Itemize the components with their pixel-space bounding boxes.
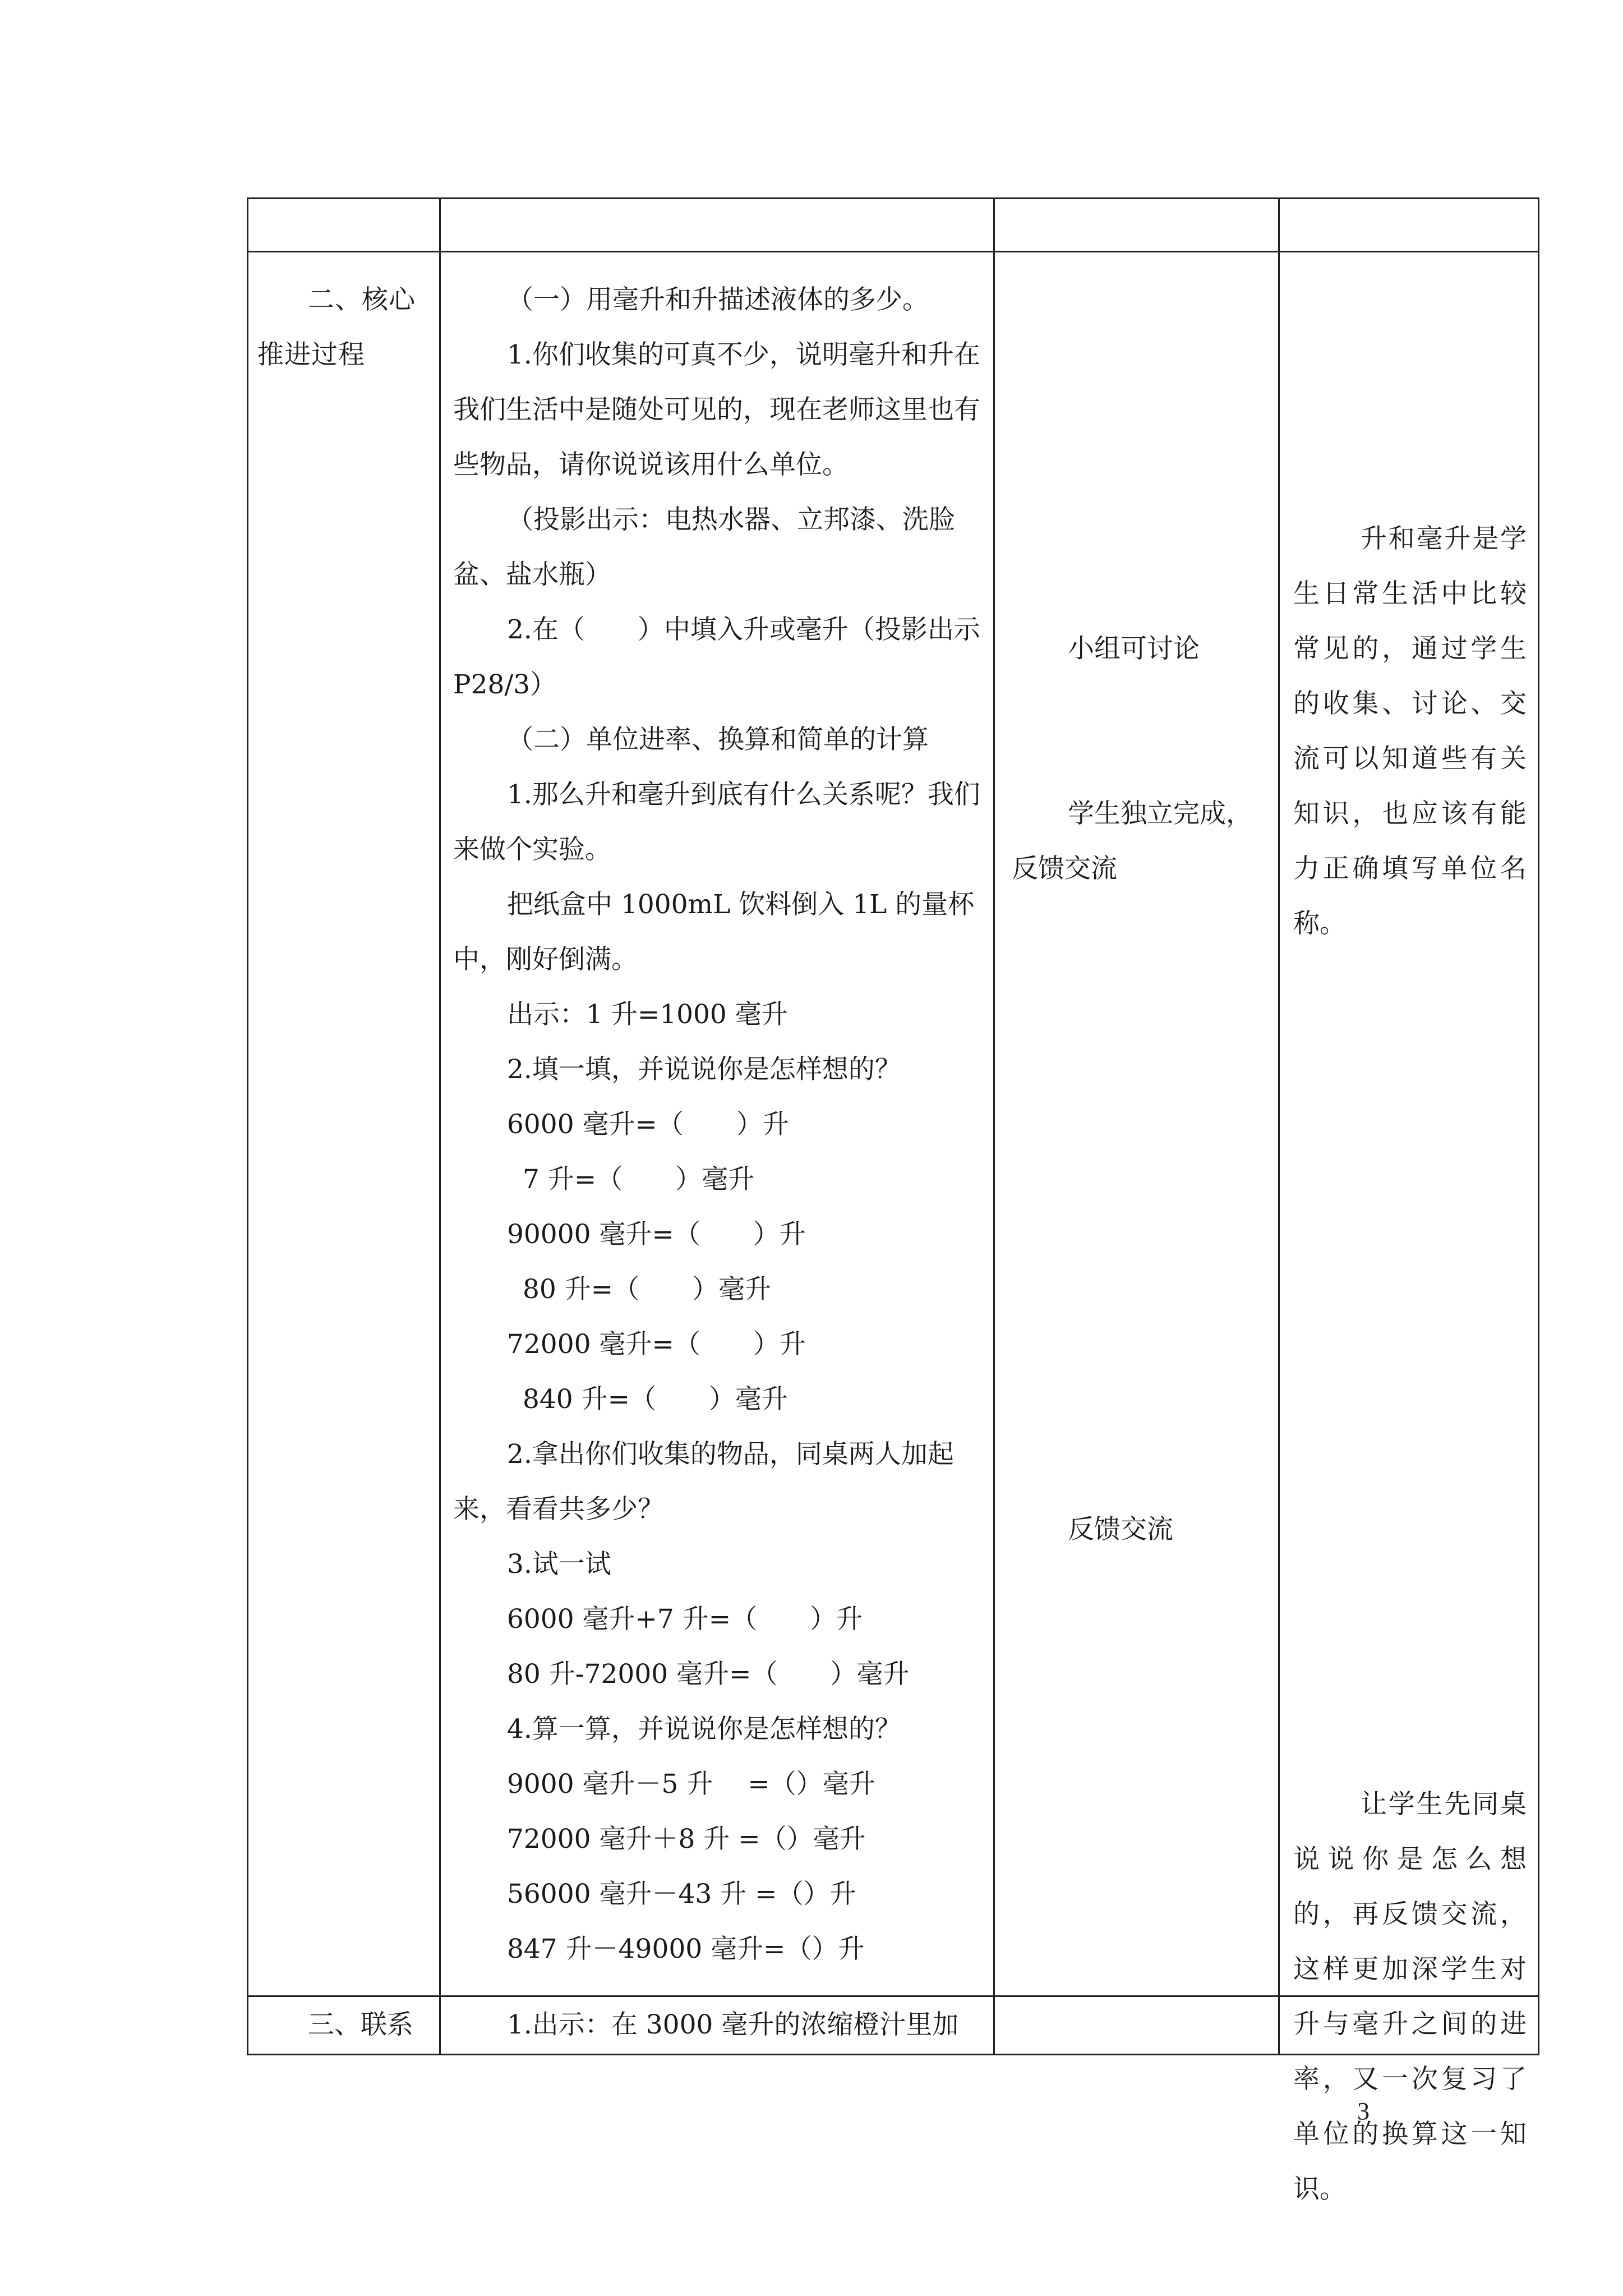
intent-second-rest: 桌说说你是怎么想的，再反馈交流，这样更加深学生对升与毫升之间的进率，又一次复习了单位的换算这一知识。 [1293, 1789, 1527, 2205]
student-activity-cell [994, 252, 1279, 1996]
lesson-plan-table [247, 197, 1539, 2205]
stage-label-line2: 推进过程 [257, 339, 365, 371]
teaching-process-text [453, 273, 985, 1977]
stage-label-next: 三、联系 [308, 2009, 413, 2041]
process-line: （一）用毫升和升描述液体的多少。 [507, 284, 929, 316]
exercise-line: 72000 毫升＋8 升 =（）毫升 [507, 1824, 866, 1855]
activity-cell-next [994, 1996, 1279, 2055]
process-line: 把纸盒中 1000mL 饮料倒入 1L 的量杯中，刚好倒满。 [453, 889, 975, 976]
process-line: 1.那么升和毫升到底有什么关系呢？我们来做个实验。 [453, 779, 980, 866]
exercise-line: 6000 毫升+7 升=（ ）升 [507, 1604, 863, 1635]
activity-feedback: 反馈交流 [1068, 1514, 1173, 1545]
process-cell-empty [440, 199, 994, 252]
activity-independent [1012, 786, 1275, 896]
intent-cell-empty [1279, 199, 1539, 252]
process-line: 2.填一填，并说说你是怎样想的？ [507, 1054, 901, 1085]
stage-cell [248, 252, 440, 1996]
stage-label-line1: 二、核心 [308, 284, 416, 316]
exercise-line: 7 升=（ ）毫升 [523, 1164, 755, 1195]
table-row-header-continuation [248, 199, 1539, 252]
page-number: 3 [1357, 2097, 1370, 2125]
process-next-line: 1.出示：在 3000 毫升的浓缩橙汁里加 [507, 2009, 959, 2041]
table-row-core-process [248, 252, 1539, 1996]
design-intent-first [1293, 512, 1527, 951]
process-line: 1.你们收集的可真不少，说明毫升和升在我们生活中是随处可见的，现在老师这里也有些物品，请你说说该用什么单位。 [453, 339, 980, 481]
design-intent-second [1293, 1777, 1527, 2217]
intent-second-lead: 让学生先同 [1361, 1789, 1500, 1820]
stage-label [257, 273, 426, 383]
intent-first-lead: 升和毫升是 [1361, 523, 1500, 555]
exercise-line: 847 升－49000 毫升=（）升 [507, 1934, 865, 1965]
process-line: 2.在（ ）中填入升或毫升（投影出示 P28/3） [453, 614, 980, 701]
exercise-line: 90000 毫升=（ ）升 [507, 1219, 806, 1250]
activity-cell-empty [994, 199, 1279, 252]
design-intent-cell [1279, 252, 1539, 2205]
process-line: 2.拿出你们收集的物品，同桌两人加起来，看看共多少？ [453, 1439, 954, 1525]
exercise-line: 840 升=（ ）毫升 [523, 1384, 789, 1415]
activity-independent-line2: 反馈交流 [1012, 853, 1117, 885]
process-cell-next [440, 1996, 994, 2055]
exercise-line: 72000 毫升=（ ）升 [507, 1329, 806, 1360]
exercise-line: 80 升=（ ）毫升 [523, 1274, 772, 1305]
exercise-line: 80 升-72000 毫升=（ ）毫升 [507, 1659, 910, 1690]
stage-cell-next [248, 1996, 440, 2055]
process-line: （二）单位进率、换算和简单的计算 [507, 724, 929, 756]
intent-first-rest: 学生日常生活中比较常见的，通过学生的收集、讨论、交流可以知道些有关知识，也应该有能力正确填写单位名称。 [1293, 523, 1527, 940]
exercise-line: 6000 毫升=（ ）升 [507, 1109, 789, 1140]
exercise-line: 56000 毫升－43 升 =（）升 [507, 1879, 856, 1910]
stage-cell-empty [248, 199, 440, 252]
process-line: （投影出示：电热水器、立邦漆、洗脸盆、盐水瓶） [453, 504, 955, 591]
exercise-line: 9000 毫升－5 升 =（）毫升 [507, 1769, 875, 1800]
activity-group-discuss: 小组可讨论 [1068, 633, 1200, 665]
process-line: 4.算一算，并说说你是怎样想的？ [507, 1714, 901, 1745]
process-line: 出示：1 升=1000 毫升 [507, 999, 788, 1030]
process-line: 3.试一试 [507, 1549, 611, 1580]
activity-independent-line1: 学生独立完成， [1068, 798, 1252, 830]
teaching-process-cell [440, 252, 994, 1996]
